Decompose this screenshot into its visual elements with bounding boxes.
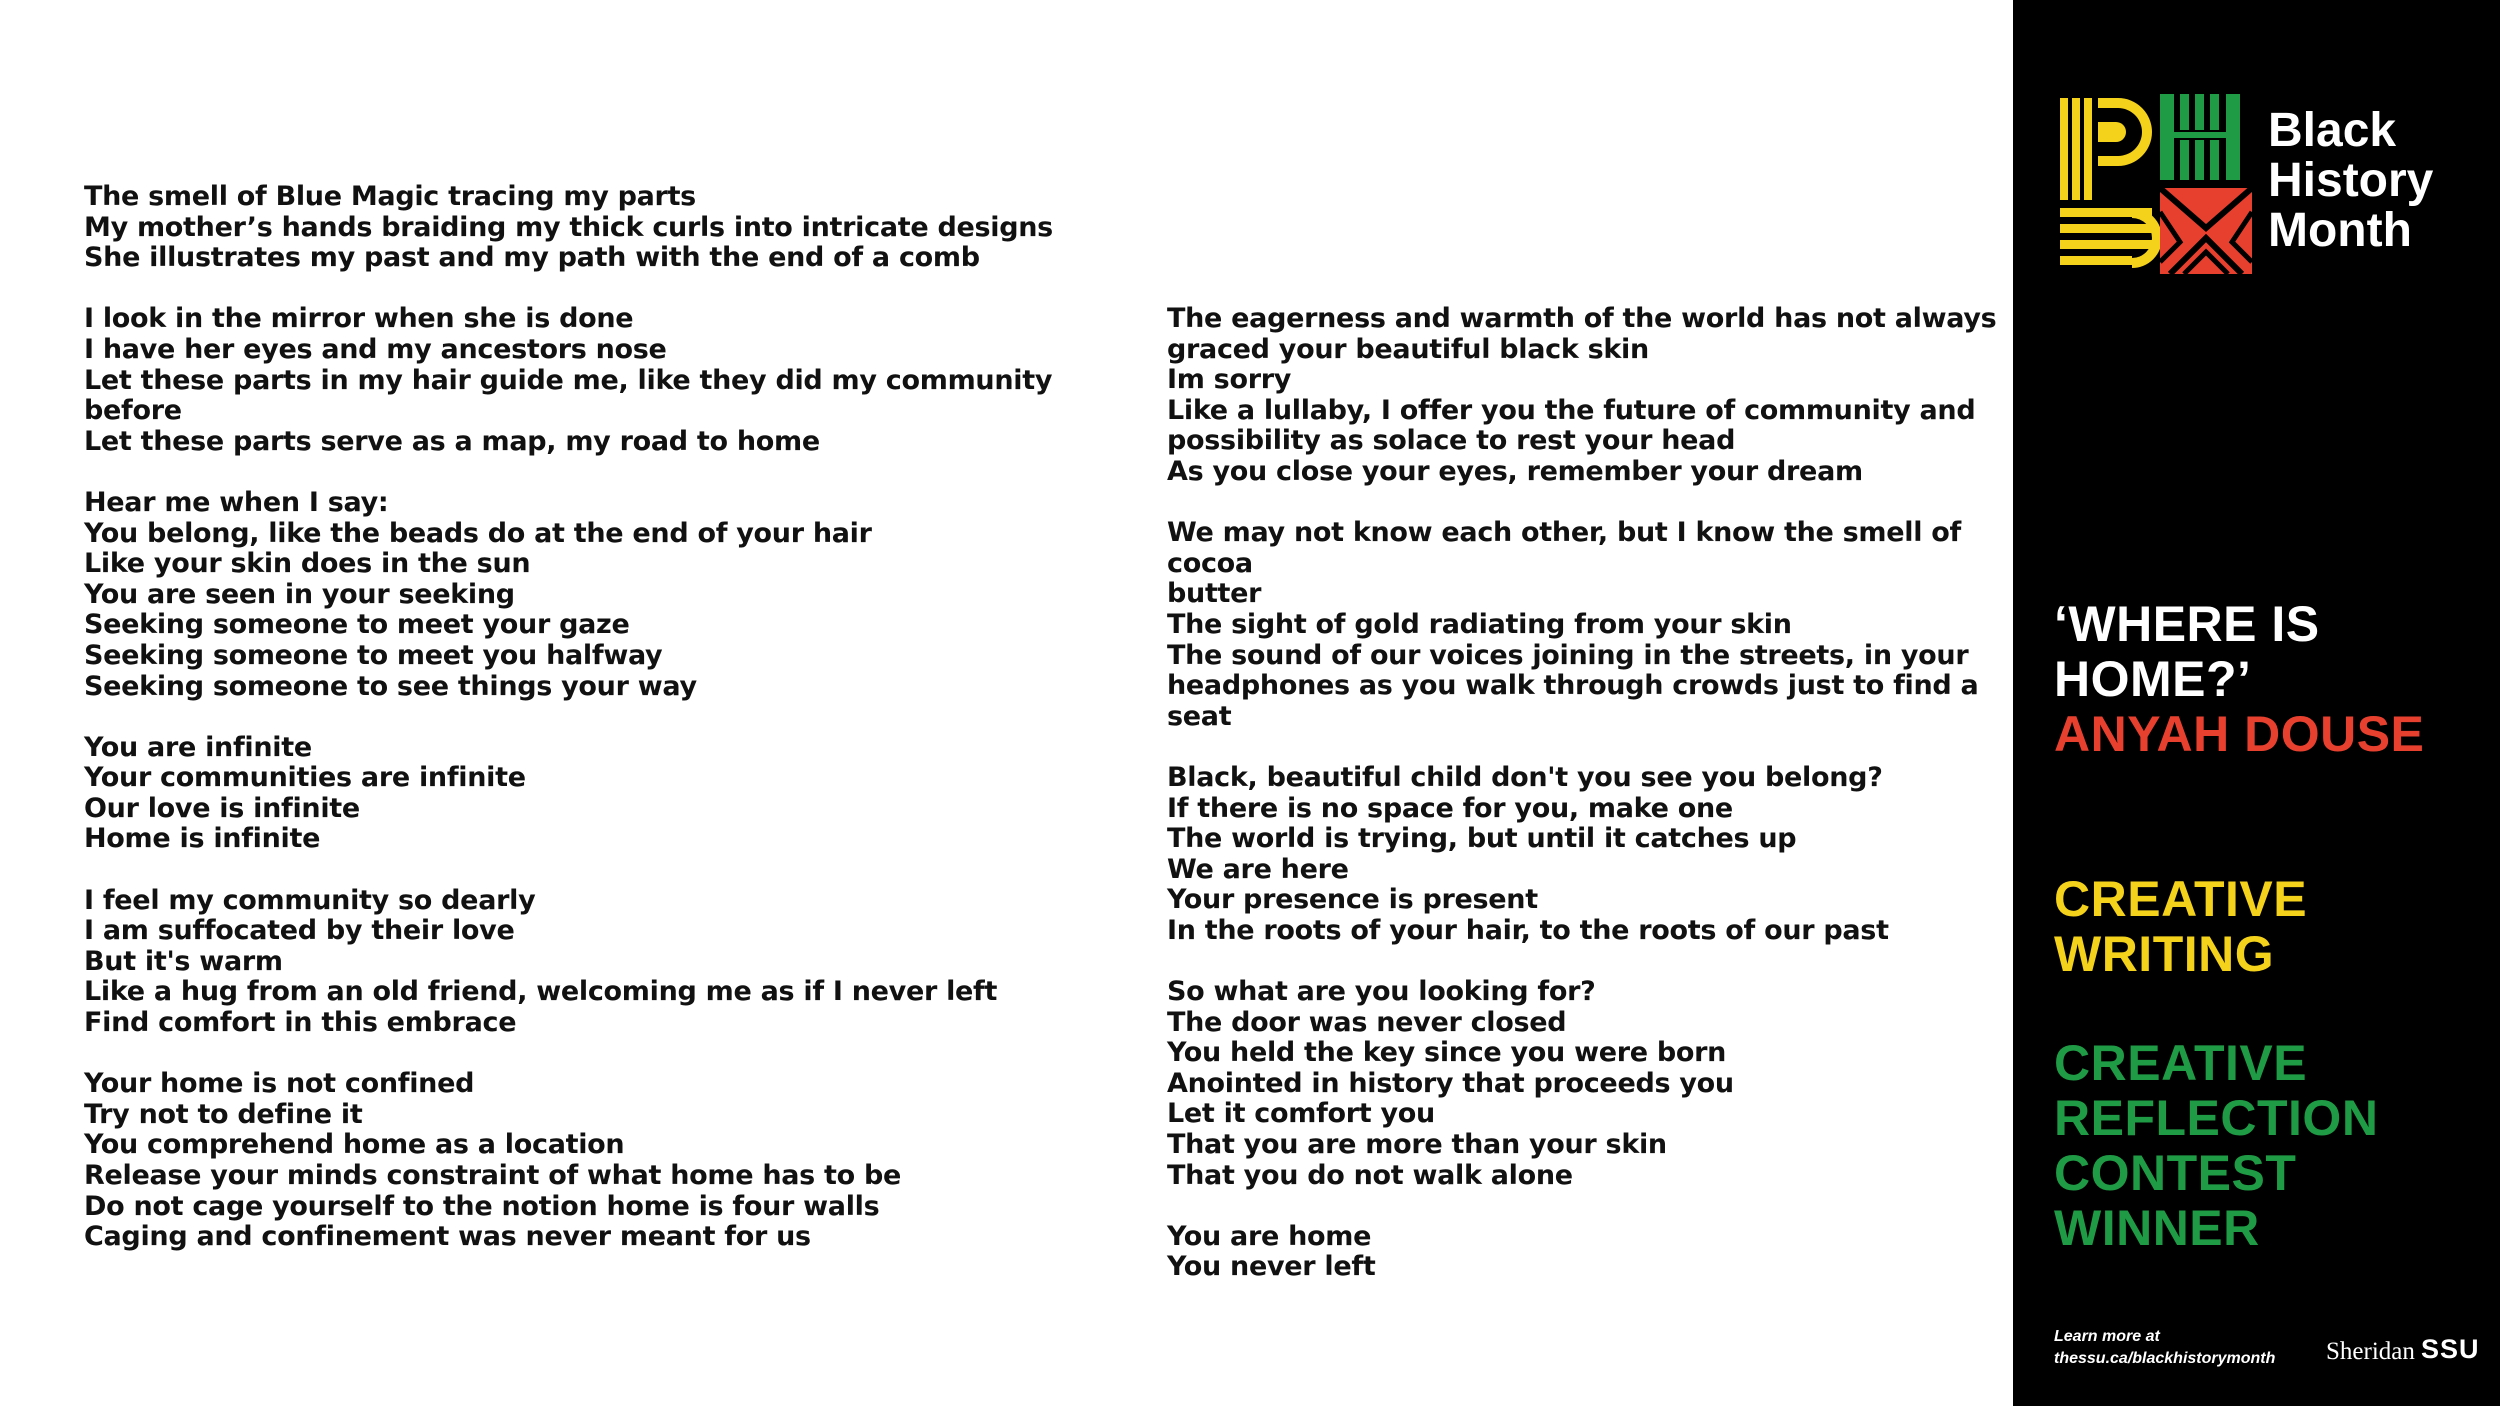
learn-more-url[interactable]: thessu.ca/blackhistorymonth bbox=[2054, 1350, 2276, 1367]
poem-line: Find comfort in this embrace bbox=[84, 1007, 517, 1039]
logo-title-line: History bbox=[2268, 154, 2434, 207]
learn-more-link[interactable] bbox=[2054, 1326, 2275, 1370]
poem-line: I look in the mirror when she is done bbox=[84, 303, 634, 335]
poem-line: So what are you looking for? bbox=[1167, 976, 1596, 1008]
poem-line: Your presence is present bbox=[1167, 884, 1538, 916]
poem-line: We may not know each other, but I know the smell of cocoa bbox=[1167, 517, 1971, 579]
poem-line: Try not to define it bbox=[84, 1098, 363, 1130]
poem-stanza bbox=[84, 182, 1084, 274]
poem-stanza bbox=[1167, 518, 2007, 732]
poem-line: That you do not walk alone bbox=[1167, 1159, 1573, 1191]
poem-line: Release your minds constraint of what home has to be bbox=[84, 1160, 902, 1191]
poem-line: Home is infinite bbox=[84, 823, 321, 855]
category-label bbox=[2054, 872, 2307, 982]
poem-line: You belong, like the beads do at the end of your hair bbox=[84, 517, 872, 549]
poem-line: The smell of Blue Magic tracing my parts bbox=[84, 181, 696, 212]
poem-line: My mother’s hands braiding my thick curls into intricate designs bbox=[84, 211, 1053, 243]
poem-line: I feel my community so dearly bbox=[84, 884, 536, 916]
poem-stanza bbox=[84, 488, 1084, 702]
contest-label bbox=[2054, 1036, 2378, 1256]
poem-title-line: HOME?’ bbox=[2054, 651, 2252, 707]
poem-line: Hear me when I say: bbox=[84, 486, 389, 518]
poem-line: You are infinite bbox=[84, 731, 312, 763]
side-panel bbox=[2013, 0, 2500, 1406]
poem-line: That you are more than your skin bbox=[1167, 1129, 1667, 1161]
poem-stanza bbox=[1167, 304, 2007, 488]
poem-line: Our love is infinite bbox=[84, 792, 360, 824]
category-line: CREATIVE bbox=[2054, 871, 2308, 927]
poem-line: possibility as solace to rest your head bbox=[1167, 425, 1736, 457]
ssu-logo: SSU bbox=[2421, 1334, 2480, 1364]
contest-line: REFLECTION bbox=[2054, 1090, 2379, 1146]
contest-line: CONTEST bbox=[2054, 1145, 2297, 1201]
black-history-month-logo bbox=[2058, 92, 2254, 275]
poem-line: Like a lullaby, I offer you the future of community and bbox=[1167, 394, 1976, 426]
learn-more-label: Learn more at bbox=[2054, 1328, 2160, 1345]
poem-line: We are here bbox=[1167, 853, 1349, 885]
poem-line: Black, beautiful child don't you see you belong? bbox=[1167, 761, 1883, 793]
poem-line: Let it comfort you bbox=[1167, 1098, 1435, 1130]
poem-line: You never left bbox=[1167, 1251, 1376, 1283]
poem-stanza bbox=[84, 733, 1084, 855]
poem-stanza bbox=[84, 304, 1084, 457]
poem-line: Let these parts in my hair guide me, like they did my community before bbox=[84, 364, 1062, 427]
poem-line: The door was never closed bbox=[1167, 1006, 1567, 1038]
poem-line: The world is trying, but until it catches up bbox=[1167, 823, 1797, 855]
poem-stanza bbox=[84, 886, 1084, 1039]
poem-left-column bbox=[84, 182, 1084, 1283]
poem-line: Do not cage yourself to the notion home is four walls bbox=[84, 1190, 880, 1222]
poem-title bbox=[2054, 597, 2320, 707]
poem-line: I am suffocated by their love bbox=[84, 915, 515, 947]
poem-line: But it's warm bbox=[84, 945, 283, 977]
poem-line: You held the key since you were born bbox=[1167, 1037, 1727, 1069]
poem-line: graced your beautiful black skin bbox=[1167, 333, 1649, 365]
poem-line: If there is no space for you, make one bbox=[1167, 792, 1733, 824]
poem-line: Like a hug from an old friend, welcoming me as if I never left bbox=[84, 976, 998, 1008]
author-name bbox=[2054, 707, 2424, 762]
poem-stanza bbox=[1167, 1222, 2007, 1283]
poem-line: She illustrates my past and my path with the end of a comb bbox=[84, 242, 980, 274]
poem-stanza bbox=[1167, 977, 2007, 1191]
poem-title-line: ‘WHERE IS bbox=[2054, 596, 2320, 652]
sheridan-logo: Sheridan bbox=[2326, 1338, 2415, 1365]
poem-line: Seeking someone to meet you halfway bbox=[84, 639, 663, 671]
poem-line: You are seen in your seeking bbox=[84, 578, 515, 610]
poem-stanza bbox=[84, 1069, 1084, 1253]
logo-title bbox=[2268, 106, 2433, 256]
contest-line: CREATIVE bbox=[2054, 1035, 2308, 1091]
poem-line: Seeking someone to meet your gaze bbox=[84, 609, 630, 641]
poem-line: I have her eyes and my ancestors nose bbox=[84, 333, 667, 365]
poem-line: In the roots of your hair, to the roots of our past bbox=[1167, 914, 1889, 946]
poem-line: You are home bbox=[1167, 1220, 1372, 1252]
poem-line: Im sorry bbox=[1167, 364, 1292, 396]
poem-line: Let these parts serve as a map, my road to home bbox=[84, 425, 820, 457]
poem-line: As you close your eyes, remember your dream bbox=[1167, 455, 1863, 487]
poem-stanza bbox=[1167, 763, 2007, 947]
poem-line: The sound of our voices joining in the streets, in your bbox=[1167, 639, 1969, 671]
poem-line: headphones as you walk through crowds just to find a seat bbox=[1167, 670, 1988, 732]
author-name-text: ANYAH DOUSE bbox=[2054, 706, 2425, 762]
logo-title-line: Black bbox=[2268, 104, 2397, 157]
category-line: WRITING bbox=[2054, 926, 2275, 982]
poem-line: butter bbox=[1167, 578, 1262, 610]
logo-title-line: Month bbox=[2268, 204, 2412, 257]
poem-line: Seeking someone to see things your way bbox=[84, 670, 697, 702]
poem-right-column bbox=[1167, 304, 2007, 1314]
poem-line: Caging and confinement was never meant for us bbox=[84, 1221, 811, 1253]
poem-line: You comprehend home as a location bbox=[84, 1129, 625, 1161]
contest-line: WINNER bbox=[2054, 1200, 2260, 1256]
poem-line: The sight of gold radiating from your skin bbox=[1167, 608, 1792, 640]
poem-line: The eagerness and warmth of the world has not always bbox=[1167, 303, 1997, 334]
poem-line: Your home is not confined bbox=[84, 1068, 475, 1100]
poem-line: Anointed in history that proceeds you bbox=[1167, 1067, 1734, 1099]
poem-line: Your communities are infinite bbox=[84, 762, 526, 794]
poem-line: Like your skin does in the sun bbox=[84, 548, 531, 580]
